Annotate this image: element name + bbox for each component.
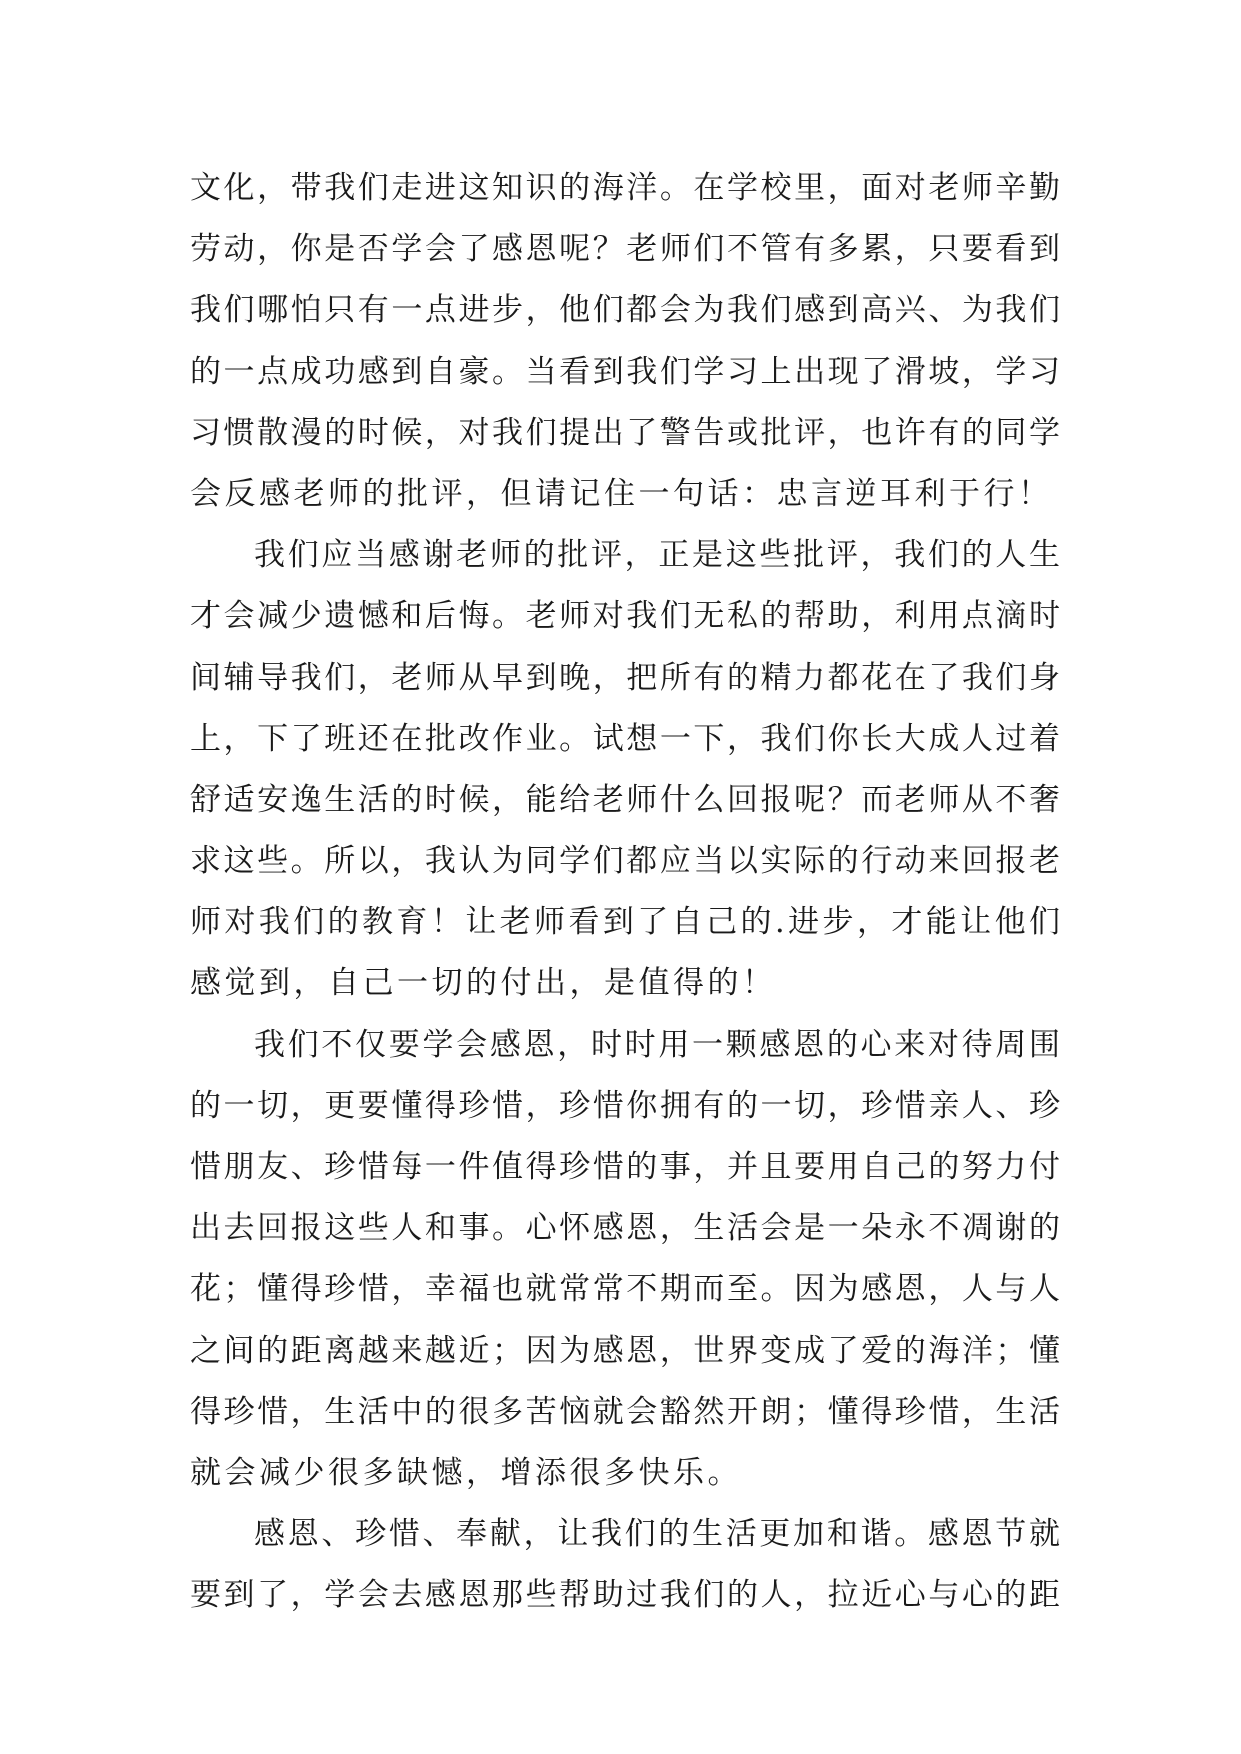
paragraph	[190, 1504, 1060, 1626]
text-line: 我们不仅要学会感恩，时时用一颗感恩的心来对待周围	[254, 1026, 1060, 1063]
text-line: 的一切，更要懂得珍惜，珍惜你拥有的一切，珍惜亲人、珍	[190, 1087, 1060, 1124]
text-line: 感觉到，自己一切的付出，是值得的！	[190, 965, 777, 1002]
text-line: 间辅导我们，老师从早到晚，把所有的精力都花在了我们身	[190, 659, 1060, 696]
text-line: 我们哪怕只有一点进步，他们都会为我们感到高兴、为我们	[190, 292, 1060, 329]
document-body	[190, 158, 1060, 1627]
text-line: 会反感老师的批评，但请记住一句话：忠言逆耳利于行！	[190, 475, 1053, 512]
text-line: 之间的距离越来越近；因为感恩，世界变成了爱的海洋；懂	[190, 1332, 1060, 1369]
text-line: 惜朋友、珍惜每一件值得珍惜的事，并且要用自己的努力付	[190, 1149, 1060, 1185]
paragraph	[190, 1015, 1060, 1505]
text-line: 劳动，你是否学会了感恩呢？老师们不管有多累，只要看到	[190, 231, 1060, 268]
text-line: 才会减少遗憾和后悔。老师对我们无私的帮助，利用点滴时	[190, 598, 1060, 635]
text-line: 文化，带我们走进这知识的海洋。在学校里，面对老师辛勤	[190, 170, 1060, 206]
text-line: 师对我们的教育！让老师看到了自己的.进步，才能让他们	[190, 904, 1060, 941]
text-line: 习惯散漫的时候，对我们提出了警告或批评，也许有的同学	[190, 414, 1060, 451]
text-line: 就会减少很多缺憾，增添很多快乐。	[190, 1454, 742, 1491]
text-line: 上，下了班还在批改作业。试想一下，我们你长大成人过着	[190, 720, 1060, 757]
text-line: 出去回报这些人和事。心怀感恩，生活会是一朵永不凋谢的	[190, 1210, 1060, 1247]
text-line: 得珍惜，生活中的很多苦恼就会豁然开朗；懂得珍惜，生活	[190, 1393, 1060, 1430]
text-line: 舒适安逸生活的时候，能给老师什么回报呢？而老师从不奢	[190, 781, 1060, 818]
text-line: 的一点成功感到自豪。当看到我们学习上出现了滑坡，学习	[190, 353, 1060, 390]
paragraph	[190, 158, 1060, 525]
text-line: 要到了，学会去感恩那些帮助过我们的人，拉近心与心的距	[190, 1577, 1060, 1614]
paragraph	[190, 525, 1060, 1015]
text-line: 求这些。所以，我认为同学们都应当以实际的行动来回报老	[190, 843, 1060, 880]
text-line: 花；懂得珍惜，幸福也就常常不期而至。因为感恩，人与人	[190, 1271, 1060, 1308]
text-line: 感恩、珍惜、奉献，让我们的生活更加和谐。感恩节就	[254, 1516, 1060, 1553]
text-line: 我们应当感谢老师的批评，正是这些批评，我们的人生	[254, 537, 1060, 574]
